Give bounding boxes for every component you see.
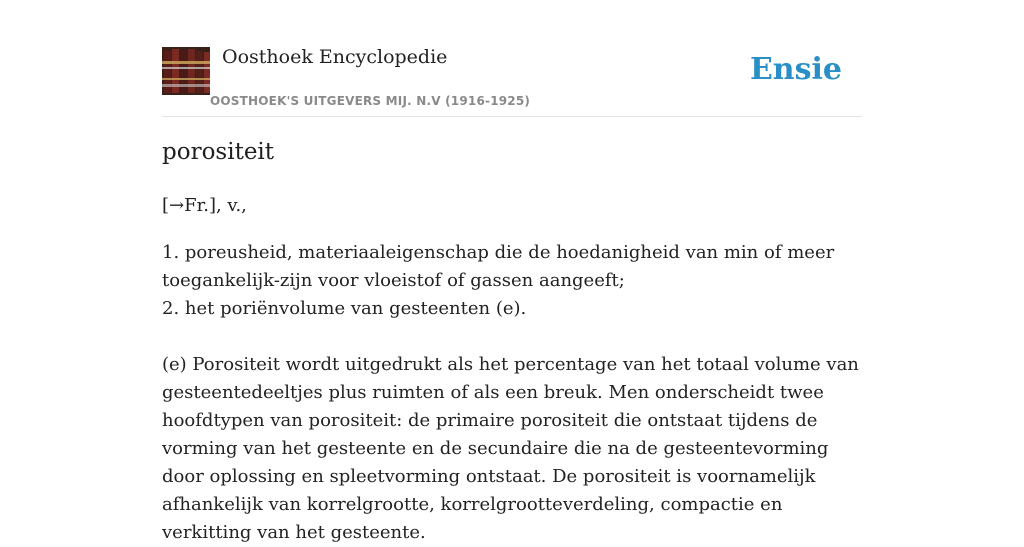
brand-logo-link[interactable]: Ensie — [749, 52, 842, 87]
definition-item: 2. het poriënvolume van gesteenten (e). — [162, 298, 527, 319]
definition-list — [162, 239, 862, 323]
definition-item: 1. poreusheid, materiaaleigenschap die de hoedanigheid van min of meer toegankelijk-zijn voor vloeistof of gassen aangeeft; — [162, 242, 835, 291]
entry-title: porositeit — [162, 139, 275, 165]
site-subtitle: OOSTHOEK'S UITGEVERS MIJ. N.V (1916-1925) — [210, 94, 531, 108]
entry-grammar: [→Fr.], v., — [162, 195, 247, 216]
entry-note: (e) Porositeit wordt uitgedrukt als het percentage van het totaal volume van gesteentedeeltjes plus ruimten of als een breuk. Men onderscheidt twee hoofdtypen van porositeit: de primaire porositeit die ontstaat tijdens de vorming van het gesteente en de secundaire die na de gesteentevorming door oplossing en spleetvorming ontstaat. De porositeit is voornamelijk afhankelijk van korrelgrootte, korrelgrootteverdeling, compactie en verkitting van het gesteente. — [162, 354, 859, 543]
site-title[interactable]: Oosthoek Encyclopedie — [222, 46, 448, 68]
encyclopedia-books-icon[interactable] — [162, 47, 210, 95]
page — [162, 0, 862, 543]
site-header — [162, 0, 862, 117]
entry-body — [162, 192, 862, 547]
